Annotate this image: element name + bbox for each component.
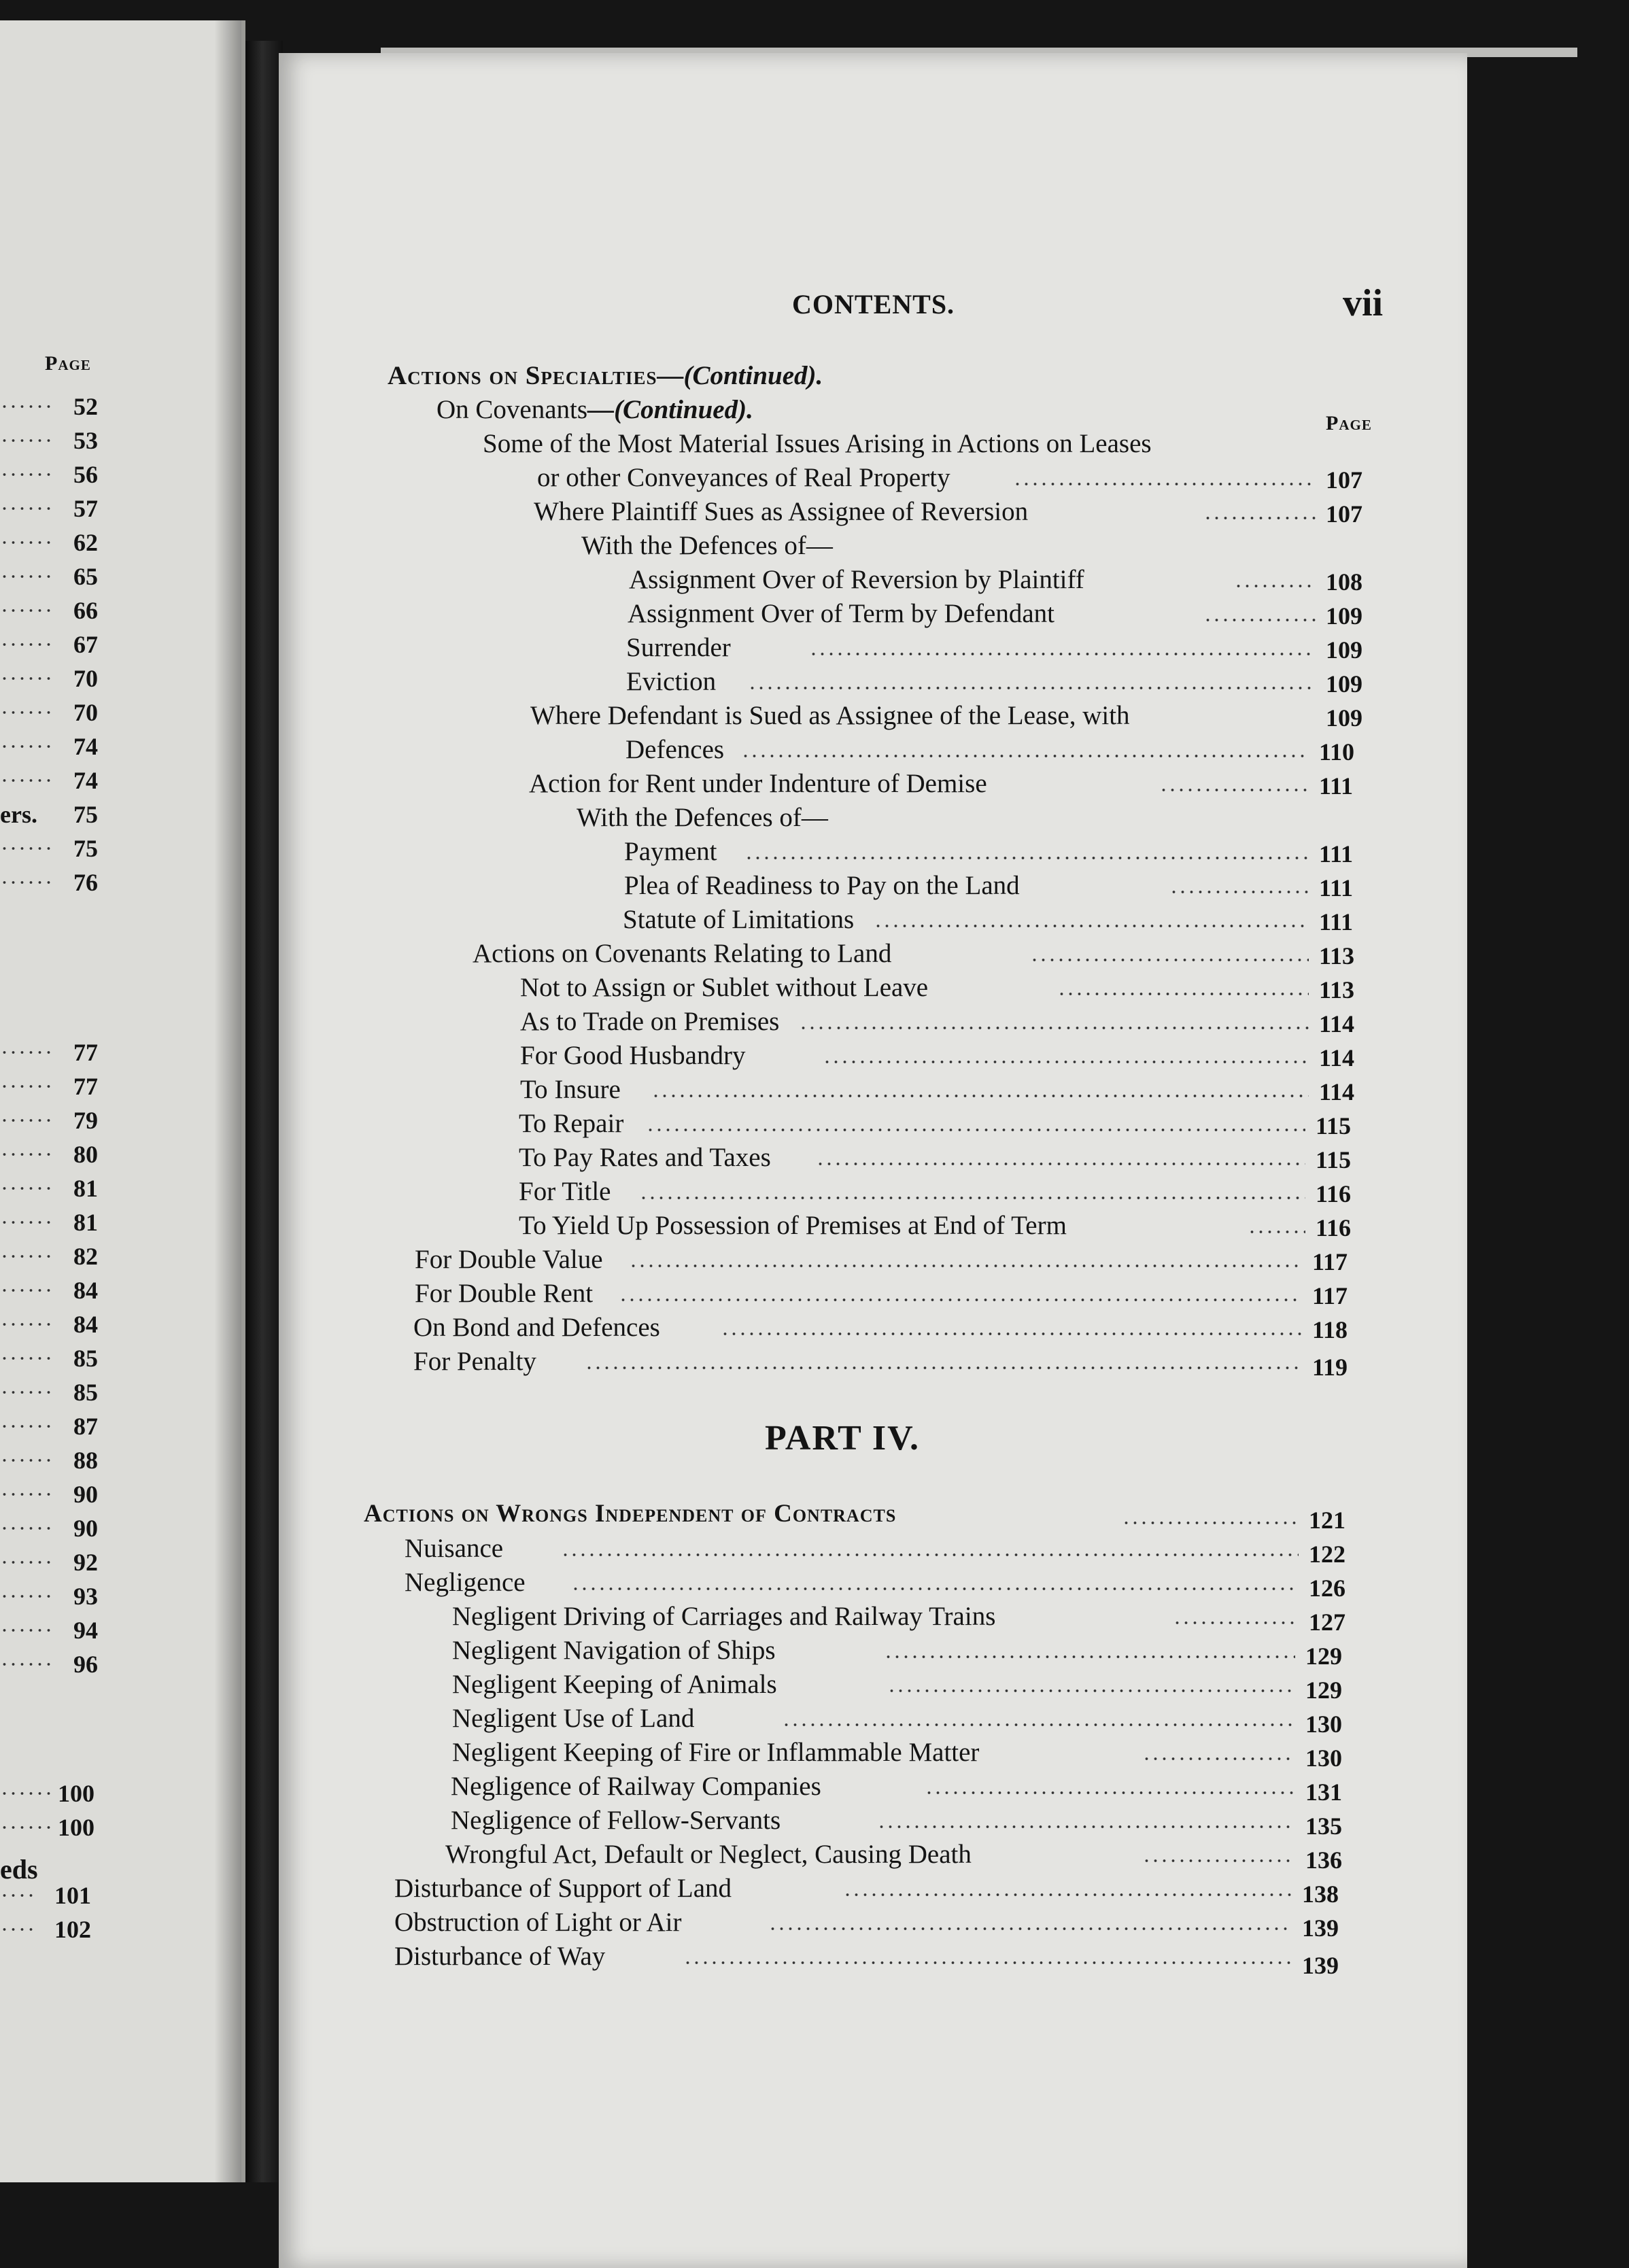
- left-page-number: 84: [73, 1311, 98, 1338]
- toc-page-number: 129: [1305, 1643, 1342, 1670]
- previous-page-strip: [0, 20, 245, 2182]
- left-page-number: 94: [73, 1617, 98, 1644]
- subsection-heading: [436, 396, 753, 423]
- toc-page-number: 110: [1319, 738, 1355, 766]
- toc-page-number: 117: [1312, 1282, 1348, 1309]
- leader-dots: [741, 755, 1309, 757]
- toc-page-number: 122: [1309, 1541, 1345, 1568]
- leader-dots: [1057, 993, 1309, 995]
- leader-dots: [823, 1061, 1309, 1063]
- section-heading-continued: —(Continued).: [657, 361, 823, 390]
- toc-page-number: 138: [1302, 1880, 1339, 1908]
- toc-entry: Disturbance of Support of Land: [394, 1874, 732, 1903]
- contents-page: [279, 53, 1467, 2268]
- toc-page-number: 127: [1309, 1609, 1345, 1636]
- leader-dots: [0, 575, 51, 578]
- leader-dots: [585, 1367, 1302, 1369]
- left-page-number: 77: [73, 1073, 98, 1100]
- leader-dots: [0, 643, 51, 646]
- leader-dots: [884, 1655, 1295, 1658]
- leader-dots: [0, 1894, 37, 1897]
- leader-dots: [561, 1553, 1299, 1556]
- leader-dots: [1030, 959, 1309, 961]
- left-page-number: 100: [58, 1780, 95, 1807]
- leader-dots: [0, 541, 51, 544]
- toc-page-number: 129: [1305, 1677, 1342, 1704]
- leader-dots: [768, 1927, 1292, 1930]
- toc-entry: Wrongful Act, Default or Neglect, Causing Death: [445, 1840, 972, 1869]
- toc-entry: Negligence of Fellow-Servants: [451, 1806, 781, 1835]
- toc-page-number: 107: [1326, 500, 1362, 528]
- left-page-number: 84: [73, 1277, 98, 1304]
- left-page-number: 90: [73, 1515, 98, 1542]
- leader-dots: [0, 1459, 51, 1462]
- leader-dots: [748, 687, 1316, 689]
- toc-entry: Negligence of Railway Companies: [451, 1772, 821, 1801]
- toc-entry: Where Plaintiff Sues as Assignee of Reversion: [534, 497, 1029, 526]
- toc-entry: For Double Rent: [415, 1279, 594, 1308]
- toc-page-number: 109: [1326, 636, 1362, 664]
- leader-dots: [721, 1333, 1302, 1335]
- leader-dots: [639, 1197, 1305, 1199]
- toc-entry: To Yield Up Possession of Premises at End of Term: [519, 1211, 1067, 1240]
- leader-dots: [1248, 1231, 1305, 1233]
- leader-dots: [0, 1928, 37, 1931]
- leader-dots: [0, 1493, 51, 1496]
- leader-dots: [646, 1129, 1305, 1131]
- toc-entry: As to Trade on Premises: [520, 1007, 780, 1036]
- leader-dots: [0, 1792, 51, 1795]
- leader-dots: [619, 1299, 1302, 1301]
- leader-dots: [816, 1163, 1305, 1165]
- toc-entry: To Pay Rates and Taxes: [519, 1143, 771, 1172]
- toc-entry: Nuisance: [405, 1534, 504, 1563]
- toc-page-number: 117: [1312, 1248, 1348, 1275]
- left-page-number: 102: [54, 1916, 91, 1943]
- left-page-number: 70: [73, 665, 98, 692]
- part-section-heading: Actions on Wrongs Independent of Contracts: [364, 1500, 897, 1528]
- toc-entry: On Bond and Defences: [413, 1313, 660, 1342]
- leader-dots: [0, 1221, 51, 1224]
- toc-entry: Negligent Navigation of Ships: [452, 1636, 776, 1665]
- leader-dots: [0, 847, 51, 850]
- toc-page-number: 116: [1316, 1214, 1352, 1241]
- page-number: vii: [1343, 282, 1384, 324]
- left-page-number: 62: [73, 529, 98, 556]
- leader-dots: [1203, 517, 1316, 519]
- leader-dots: [843, 1893, 1292, 1896]
- toc-entry: For Title: [519, 1177, 611, 1206]
- section-heading: [388, 362, 823, 389]
- leader-dots: [1203, 619, 1316, 621]
- leader-dots: [0, 779, 51, 782]
- toc-entry: or other Conveyances of Real Property: [537, 463, 950, 492]
- leader-dots: [0, 1527, 51, 1530]
- toc-page-number: 111: [1319, 908, 1354, 935]
- toc-page-number: 139: [1302, 1914, 1339, 1942]
- leader-dots: [0, 1085, 51, 1088]
- leader-dots: [0, 1289, 51, 1292]
- toc-page-number: 114: [1319, 1044, 1355, 1071]
- leader-dots: [1173, 1621, 1299, 1624]
- leader-dots: [887, 1689, 1295, 1692]
- leader-dots: [0, 881, 51, 884]
- left-page-fragment: ers.: [0, 801, 37, 828]
- leader-dots: [0, 609, 51, 612]
- part-title: PART IV.: [765, 1419, 921, 1458]
- leader-dots: [0, 1663, 51, 1666]
- left-page-number: 90: [73, 1481, 98, 1508]
- left-page-number: 53: [73, 427, 98, 454]
- subsection-heading-title: On Covenants: [436, 395, 588, 424]
- leader-dots: [0, 1561, 51, 1564]
- toc-entry: Negligent Use of Land: [452, 1704, 695, 1733]
- toc-page-number: 139: [1302, 1952, 1339, 1979]
- left-page-number: 92: [73, 1549, 98, 1576]
- leader-dots: [0, 1323, 51, 1326]
- toc-entry: Actions on Covenants Relating to Land: [473, 939, 892, 968]
- leader-dots: [1159, 789, 1309, 791]
- leader-dots: [0, 677, 51, 680]
- toc-page-number: 115: [1316, 1112, 1352, 1139]
- leader-dots: [0, 1391, 51, 1394]
- left-page-number: 88: [73, 1447, 98, 1474]
- toc-entry: Defences: [625, 735, 725, 764]
- leader-dots: [1234, 585, 1316, 587]
- leader-dots: [0, 1051, 51, 1054]
- toc-entry: Assignment Over of Term by Defendant: [628, 599, 1054, 628]
- left-page-number: 85: [73, 1379, 98, 1406]
- left-page-number: 56: [73, 461, 98, 488]
- leader-dots: [1142, 1757, 1295, 1760]
- leader-dots: [1169, 891, 1309, 893]
- leader-dots: [683, 1961, 1292, 1964]
- left-page-number: 76: [73, 869, 98, 896]
- toc-entry: Disturbance of Way: [394, 1942, 606, 1971]
- leader-dots: [744, 857, 1309, 859]
- leader-dots: [0, 1187, 51, 1190]
- toc-page-number: 131: [1305, 1779, 1342, 1806]
- section-heading-title: Actions on Specialties: [388, 361, 657, 390]
- left-page-number: 77: [73, 1039, 98, 1066]
- leader-dots: [0, 745, 51, 748]
- leader-dots: [0, 1595, 51, 1598]
- left-page-number: 74: [73, 767, 98, 794]
- leader-dots: [0, 1119, 51, 1122]
- toc-entry: For Penalty: [413, 1347, 536, 1376]
- toc-page-number: 114: [1319, 1078, 1355, 1105]
- toc-entry: Payment: [624, 837, 717, 866]
- left-page-number: 81: [73, 1209, 98, 1236]
- left-page-number: 93: [73, 1583, 98, 1610]
- left-page-number: 70: [73, 699, 98, 726]
- toc-entry: Eviction: [626, 667, 717, 696]
- toc-entry: Statute of Limitations: [623, 905, 855, 934]
- toc-page-number: 114: [1319, 1010, 1355, 1037]
- leader-dots: [1013, 483, 1316, 485]
- toc-page-number: 108: [1326, 568, 1362, 596]
- leader-dots: [1122, 1522, 1299, 1524]
- toc-entry: Negligent Keeping of Animals: [452, 1670, 777, 1699]
- left-page-number: 75: [73, 835, 98, 862]
- toc-entry: Plea of Readiness to Pay on the Land: [624, 871, 1020, 900]
- toc-entry: Negligent Driving of Carriages and Railway Trains: [452, 1602, 996, 1631]
- leader-dots: [0, 473, 51, 476]
- toc-entry: With the Defences of—: [577, 803, 828, 832]
- book-binding-gutter: [245, 41, 283, 2182]
- leader-dots: [0, 1153, 51, 1156]
- toc-page-number: 111: [1319, 874, 1354, 901]
- left-page-number: 67: [73, 631, 98, 658]
- leader-dots: [0, 439, 51, 442]
- toc-page-number: 130: [1305, 1711, 1342, 1738]
- left-page-number: 101: [54, 1882, 91, 1909]
- toc-entry: Negligence: [405, 1568, 526, 1597]
- page-title: CONTENTS.: [792, 289, 955, 320]
- toc-page-number: 118: [1312, 1316, 1348, 1343]
- left-page-number: 81: [73, 1175, 98, 1202]
- toc-page-number: 111: [1319, 772, 1354, 800]
- left-page-number: 75: [73, 801, 98, 828]
- toc-page-number: 126: [1309, 1575, 1345, 1602]
- toc-entry: Where Defendant is Sued as Assignee of the Lease, with: [530, 701, 1130, 730]
- left-page-number: 74: [73, 733, 98, 760]
- left-page-number: 85: [73, 1345, 98, 1372]
- page-column-label: Page: [1326, 412, 1372, 434]
- leader-dots: [877, 1825, 1295, 1828]
- toc-page-number: 136: [1305, 1846, 1342, 1874]
- leader-dots: [0, 1629, 51, 1632]
- toc-page-number: 111: [1319, 840, 1354, 867]
- toc-entry: To Insure: [520, 1075, 621, 1104]
- toc-page-number: 107: [1326, 466, 1362, 494]
- left-page-number: 82: [73, 1243, 98, 1270]
- toc-entry: Not to Assign or Sublet without Leave: [520, 973, 929, 1002]
- toc-page-number: 109: [1326, 704, 1362, 732]
- left-page-number: 80: [73, 1141, 98, 1168]
- toc-entry: Negligent Keeping of Fire or Inflammable Matter: [452, 1738, 980, 1767]
- left-page-number: 66: [73, 597, 98, 624]
- leader-dots: [0, 405, 51, 408]
- leader-dots: [629, 1265, 1302, 1267]
- leader-dots: [0, 1826, 51, 1829]
- toc-entry: Assignment Over of Reversion by Plaintiff: [629, 565, 1084, 594]
- leader-dots: [1142, 1859, 1295, 1862]
- leader-dots: [571, 1587, 1299, 1590]
- left-page-number: 52: [73, 393, 98, 420]
- leader-dots: [782, 1723, 1295, 1726]
- leader-dots: [0, 711, 51, 714]
- toc-entry: To Repair: [519, 1109, 624, 1138]
- leader-dots: [809, 653, 1316, 655]
- left-page-number: 65: [73, 563, 98, 590]
- toc-page-number: 116: [1316, 1180, 1352, 1207]
- leader-dots: [0, 507, 51, 510]
- left-page-number: 87: [73, 1413, 98, 1440]
- toc-page-number: 115: [1316, 1146, 1352, 1173]
- toc-entry: Surrender: [626, 633, 731, 662]
- gutter-shadow: [214, 20, 241, 2182]
- toc-entry: For Good Husbandry: [520, 1041, 746, 1070]
- left-page-number: 57: [73, 495, 98, 522]
- leader-dots: [0, 1357, 51, 1360]
- left-page-header: Page: [45, 352, 91, 375]
- leader-dots: [874, 925, 1309, 927]
- toc-entry: With the Defences of—: [581, 531, 833, 560]
- left-page-number: 96: [73, 1651, 98, 1678]
- leader-dots: [0, 1255, 51, 1258]
- left-page-number: 100: [58, 1814, 95, 1841]
- toc-page-number: 109: [1326, 602, 1362, 630]
- leader-dots: [0, 1425, 51, 1428]
- toc-page-number: 113: [1319, 942, 1355, 969]
- toc-entry: Action for Rent under Indenture of Demise: [529, 769, 987, 798]
- leader-dots: [925, 1791, 1295, 1794]
- toc-page-number: 121: [1309, 1507, 1345, 1534]
- left-page-number: 79: [73, 1107, 98, 1134]
- subsection-heading-continued: —(Continued).: [587, 395, 753, 424]
- left-page-fragment: eds: [0, 1854, 38, 1885]
- toc-entry: Some of the Most Material Issues Arising in Actions on Leases: [483, 429, 1152, 458]
- toc-page-number: 119: [1312, 1354, 1348, 1381]
- toc-entry: Obstruction of Light or Air: [394, 1908, 682, 1937]
- toc-page-number: 130: [1305, 1745, 1342, 1772]
- toc-page-number: 135: [1305, 1812, 1342, 1840]
- toc-entry: For Double Value: [415, 1245, 603, 1274]
- toc-page-number: 109: [1326, 670, 1362, 698]
- toc-page-number: 113: [1319, 976, 1355, 1003]
- leader-dots: [799, 1027, 1309, 1029]
- leader-dots: [651, 1095, 1309, 1097]
